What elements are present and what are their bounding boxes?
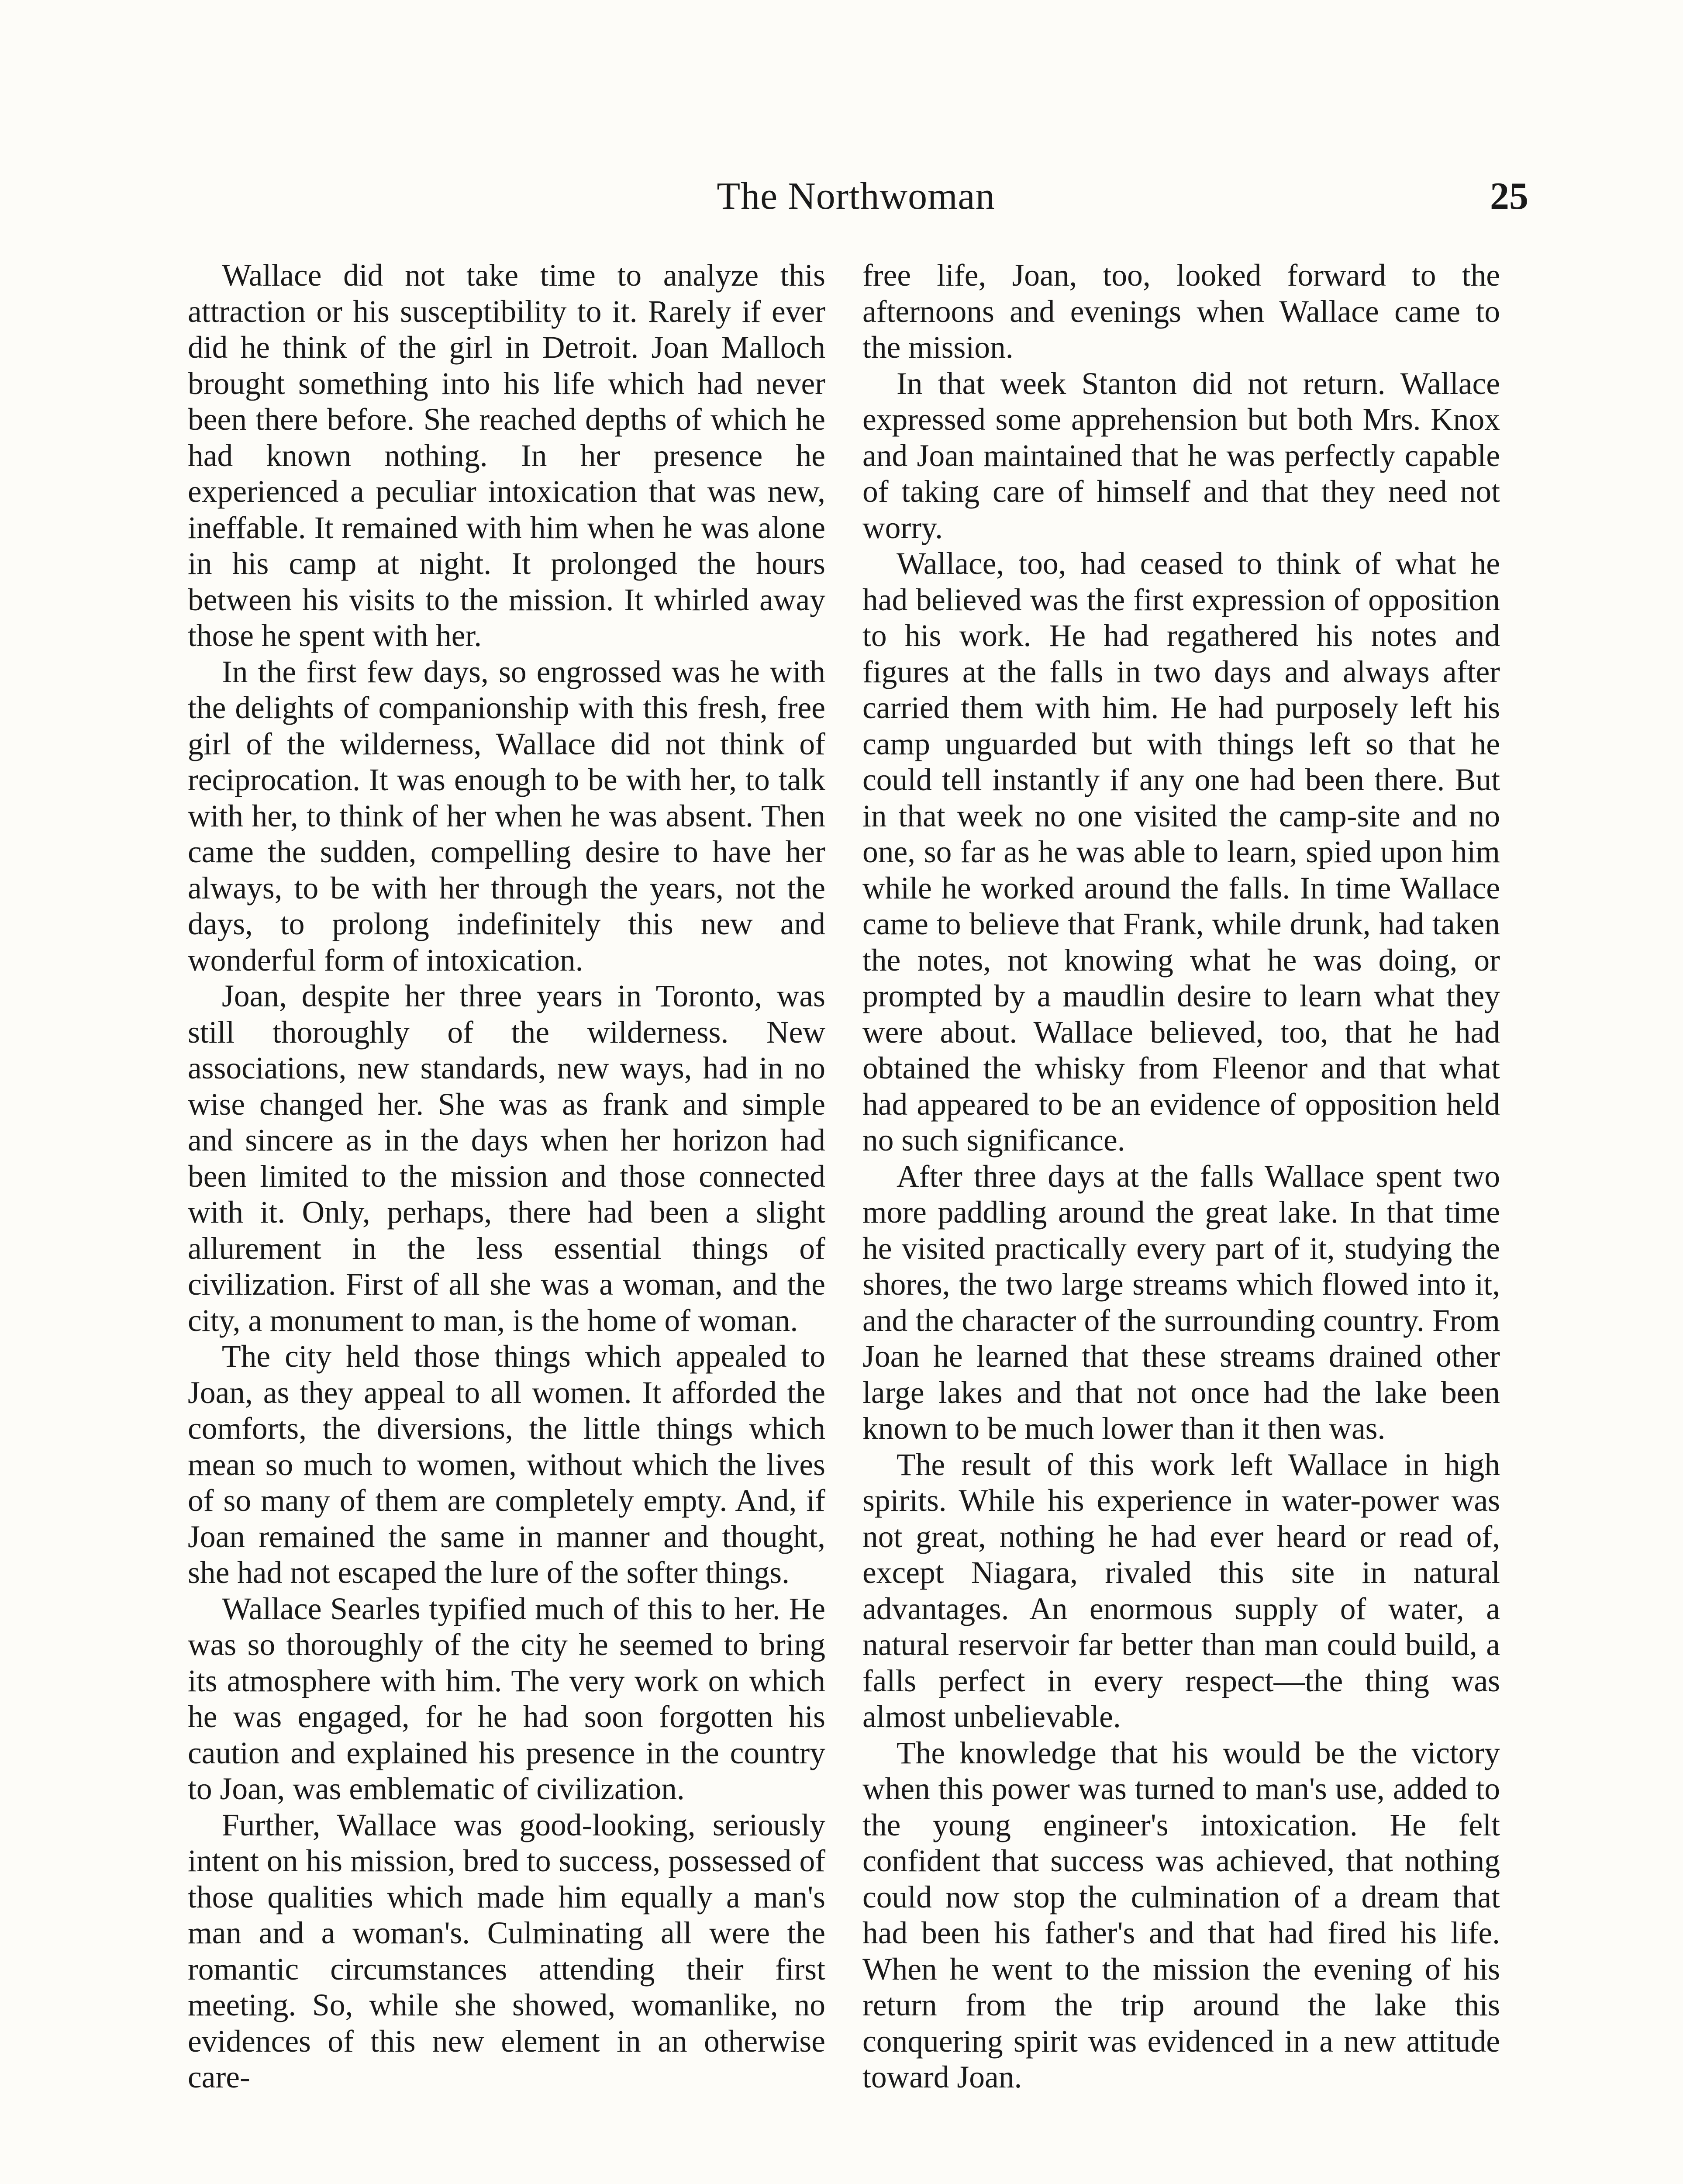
page-header — [183, 170, 1528, 223]
left-column — [188, 258, 825, 2096]
right-column — [862, 258, 1500, 2096]
paragraph-continuation: free life, Joan, too, looked forward to the afternoons and evenings when Wallace came to the mission. — [862, 258, 1500, 365]
page-number: 25 — [1490, 175, 1528, 218]
paragraph: The result of this work left Wallace in high spirits. While his experience in water-power was not great, nothing he had ever heard or read of, except Niagara, rivaled this site in natural advantages. An enormous supply of water, a natural reservoir far better than man could build, a falls perfect in every respect—the thing was almost unbelievable. — [862, 1447, 1500, 1734]
paragraph: The knowledge that his would be the victory when this power was turned to man's use, added to the young engineer's intoxication. He felt confident that success was achieved, that nothing could now stop the culmination of a dream that had been his father's and that had fired his life. When he went to the mission the evening of his return from the trip around the lake this conquering spirit was evidenced in a new attitude toward Joan. — [862, 1735, 1500, 2094]
paragraph: After three days at the falls Wallace spent two more paddling around the great lake. In that time he visited practically every part of it, studying the shores, the two large streams which flowed into it, and the character of the surrounding country. From Joan he learned that these streams drained other large lakes and that not once had the lake been known to be much lower than it then was. — [862, 1159, 1500, 1446]
paragraph: Wallace did not take time to analyze this attraction or his susceptibility to it. Rarely if ever did he think of the girl in Detroit. Joan Malloch brought something into his life which had never been there before. She reached depths of which he had known nothing. In her presence he experienced a peculiar intoxication that was new, ineffable. It remained with him when he was alone in his camp at night. It prolonged the hours between his visits to the mission. It whirled away those he spent with her. — [188, 258, 825, 653]
running-title: The Northwoman — [717, 175, 995, 218]
paragraph: In that week Stanton did not return. Wallace expressed some apprehension but both Mrs. Knox and Joan maintained that he was perfectly capable of taking care of himself and that they need not worry. — [862, 366, 1500, 545]
paragraph: Joan, despite her three years in Toronto, was still thoroughly of the wilderness. New associations, new standards, new ways, had in no wise changed her. She was as frank and simple and sincere as in the days when her horizon had been limited to the mission and those connected with it. Only, perhaps, there had been a slight allurement in the less essential things of civilization. First of all she was a woman, and the city, a monument to man, is the home of woman. — [188, 979, 825, 1338]
paragraph: Wallace Searles typified much of this to her. He was so thoroughly of the city he seemed to bring its atmosphere with him. The very work on which he was engaged, for he had soon forgotten his caution and explained his presence in the country to Joan, was emblematic of civilization. — [188, 1591, 825, 1806]
paragraph: The city held those things which appealed to Joan, as they appeal to all women. It afforded the comforts, the diversions, the little things which mean so much to women, without which the lives of so many of them are completely empty. And, if Joan remained the same in manner and thought, she had not escaped the lure of the softer things. — [188, 1339, 825, 1590]
paragraph: Wallace, too, had ceased to think of what he had believed was the first expression of opposition to his work. He had regathered his notes and figures at the falls in two days and always after carried them with him. He had purposely left his camp unguarded but with things left so that he could tell instantly if any one had been there. But in that week no one visited the camp-site and no one, so far as he was able to learn, spied upon him while he worked around the falls. In time Wallace came to believe that Frank, while drunk, had taken the notes, not knowing what he was doing, or prompted by a maudlin desire to learn what they were about. Wallace believed, too, that he had obtained the whisky from Fleenor and that what had appeared to be an evidence of opposition held no such significance. — [862, 546, 1500, 1158]
paragraph: Further, Wallace was good-looking, seriously intent on his mission, bred to success, possessed of those qualities which made him equally a man's man and a woman's. Culminating all were the romantic circumstances attending their first meeting. So, while she showed, womanlike, no evidences of this new element in an otherwise care- — [188, 1807, 825, 2094]
paragraph: In the first few days, so engrossed was he with the delights of companionship with this fresh, free girl of the wilderness, Wallace did not think of reciprocation. It was enough to be with her, to talk with her, to think of her when he was absent. Then came the sudden, compelling desire to have her always, to be with her through the years, not the days, to prolong indefinitely this new and wonderful form of intoxication. — [188, 654, 825, 978]
